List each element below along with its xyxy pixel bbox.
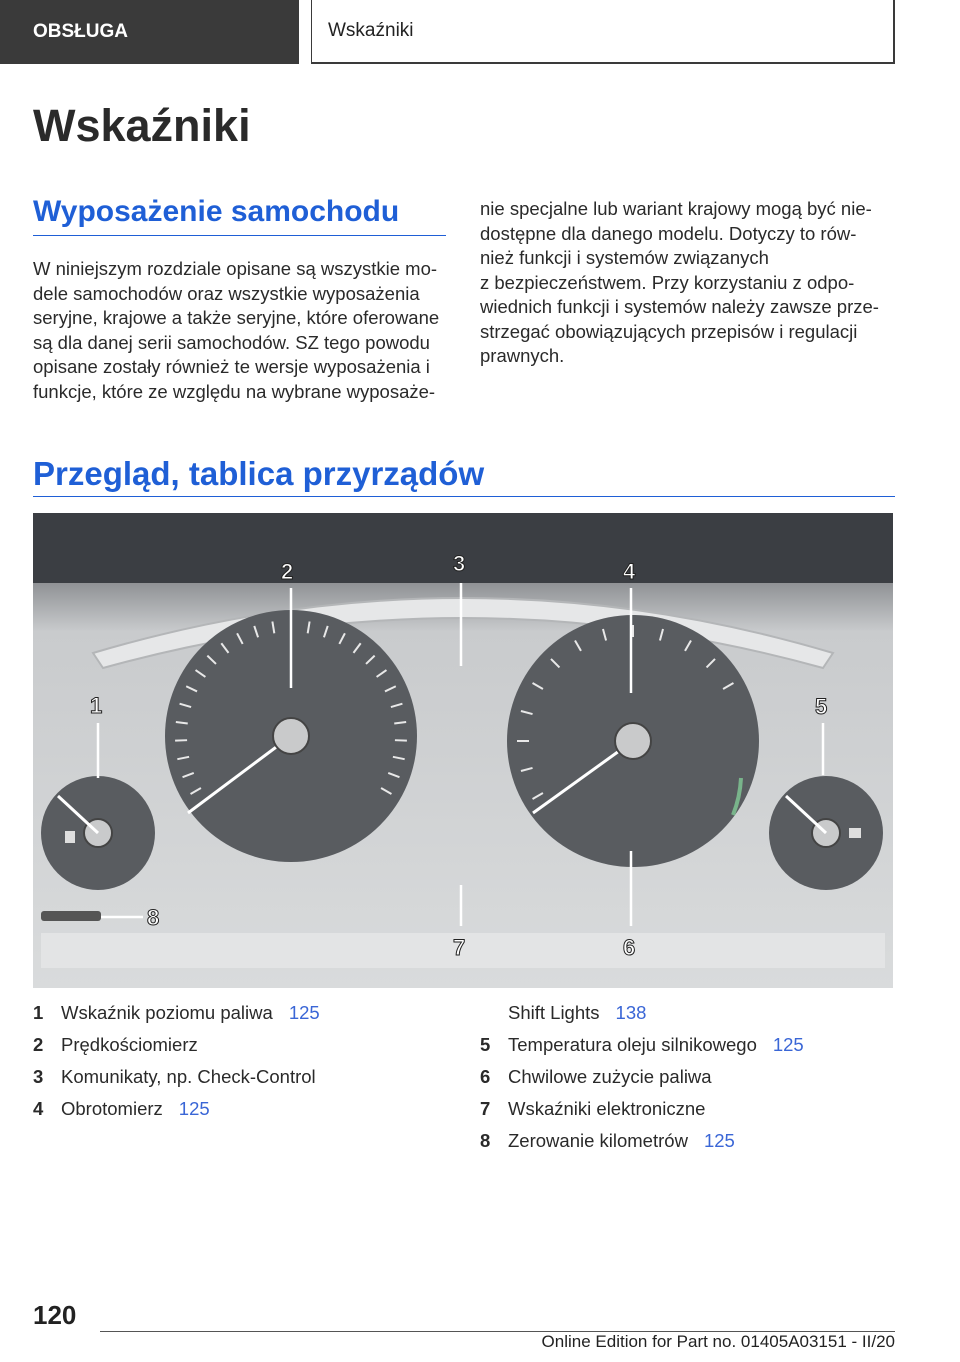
callout-number-7: 7	[453, 935, 466, 960]
fuel-gauge	[41, 776, 155, 890]
odometer-reset-button	[41, 911, 101, 921]
legend-label: Chwilowe zużycie paliwa	[508, 1066, 712, 1087]
legend-item	[480, 1093, 900, 1125]
legend-number: 1	[33, 1002, 44, 1023]
section-tab	[0, 0, 299, 64]
callout-number-2: 2	[281, 559, 294, 584]
legend-number: 5	[480, 1034, 491, 1055]
tachometer	[507, 615, 759, 867]
oil-can-icon	[849, 828, 861, 838]
section-heading-overview: Przegląd, tablica przyrządów	[33, 455, 485, 492]
section-tab-label: OBSŁUGA	[33, 21, 128, 42]
legend-item	[33, 997, 453, 1029]
legend-label: Wskaźnik poziomu paliwa	[61, 1002, 273, 1023]
paragraph-line: strzegać obowiązujących przepisów i regulacji	[480, 320, 858, 342]
paragraph-line: dostępne dla danego modelu. Dotyczy to rów‐	[480, 222, 857, 244]
page-reference-link[interactable]: 125	[772, 1034, 804, 1055]
page-reference-link[interactable]: 138	[615, 1002, 647, 1023]
section-heading-equipment: Wyposażenie samochodu	[33, 195, 400, 228]
legend-item	[480, 997, 900, 1029]
paragraph-line: dele samochodów oraz wszystkie wyposażenia	[33, 282, 420, 304]
paragraph-line: W niniejszym rozdziale opisane są wszystkie mo‐	[33, 258, 438, 279]
callout-number-4: 4	[623, 559, 636, 584]
paragraph-line: są dla danej serii samochodów. SZ tego powodu	[33, 331, 430, 353]
edition-note: Online Edition for Part no. 01405A03151 - II/20	[541, 1332, 895, 1351]
legend-number: 7	[480, 1098, 491, 1119]
tachometer-hub	[615, 723, 651, 759]
legend-number: 3	[33, 1066, 44, 1087]
cluster-background	[33, 513, 893, 988]
legend-label: Obrotomierz	[61, 1098, 163, 1119]
speedometer-hub	[273, 718, 309, 754]
legend-number: 2	[33, 1034, 44, 1055]
legend-list-right	[480, 997, 900, 1157]
callout-number-8: 8	[147, 905, 160, 930]
topic-tab	[311, 0, 895, 64]
legend-list-left	[33, 997, 453, 1125]
topic-tab-label: Wskaźniki	[328, 20, 414, 41]
odometer-reset-stick	[41, 911, 101, 921]
callout-number-5: 5	[815, 694, 828, 719]
legend-item	[480, 1061, 900, 1093]
legend-number: 6	[480, 1066, 491, 1087]
intro-paragraph-col1	[33, 257, 448, 404]
intro-paragraph-col2	[480, 197, 895, 369]
page-number: 120	[33, 1300, 77, 1330]
legend-number: 8	[480, 1130, 491, 1151]
legend-item	[480, 1125, 900, 1157]
paragraph-line: nież funkcji i systemów związanych	[480, 247, 769, 268]
legend-item	[33, 1093, 453, 1125]
page-title: Wskaźniki	[33, 100, 251, 151]
paragraph-line: opisane zostały również te wersje wyposażenia i	[33, 356, 430, 377]
page-reference-link[interactable]: 125	[288, 1002, 320, 1023]
heading-rule	[33, 496, 895, 497]
page-reference-link[interactable]: 125	[178, 1098, 210, 1119]
oil-temperature-gauge	[769, 776, 883, 890]
legend-label: Zerowanie kilometrów	[508, 1130, 688, 1151]
callout-number-6: 6	[623, 935, 636, 960]
legend-item	[33, 1029, 453, 1061]
legend-number: 4	[33, 1098, 44, 1119]
paragraph-line: prawnych.	[480, 345, 565, 366]
paragraph-line: wiednich funkcji i systemów należy zawsze prze‐	[480, 296, 879, 317]
fuel-pump-icon	[65, 831, 75, 843]
paragraph-line: seryjne, krajowe a także seryjne, które oferowane	[33, 307, 440, 328]
page-reference-link[interactable]: 125	[703, 1130, 735, 1151]
paragraph-line: funkcje, które ze względu na wybrane wyposaże‐	[33, 380, 436, 402]
legend-label: Shift Lights	[508, 1002, 600, 1023]
paragraph-line: nie specjalne lub wariant krajowy mogą być nie‐	[480, 198, 872, 219]
legend-item	[480, 1029, 900, 1061]
callout-number-3: 3	[453, 551, 466, 576]
paragraph-line: z bezpieczeństwem. Przy korzystaniu z odpo‐	[480, 271, 855, 293]
legend-item	[33, 1061, 453, 1093]
callout-number-1: 1	[90, 693, 103, 718]
legend-label: Wskaźniki elektroniczne	[508, 1098, 706, 1119]
legend-label: Temperatura oleju silnikowego	[508, 1034, 757, 1055]
heading-rule	[33, 235, 446, 236]
legend-label: Komunikaty, np. Check-Control	[61, 1066, 316, 1087]
legend-label: Prędkościomierz	[61, 1034, 198, 1055]
instrument-cluster-figure	[33, 513, 893, 988]
